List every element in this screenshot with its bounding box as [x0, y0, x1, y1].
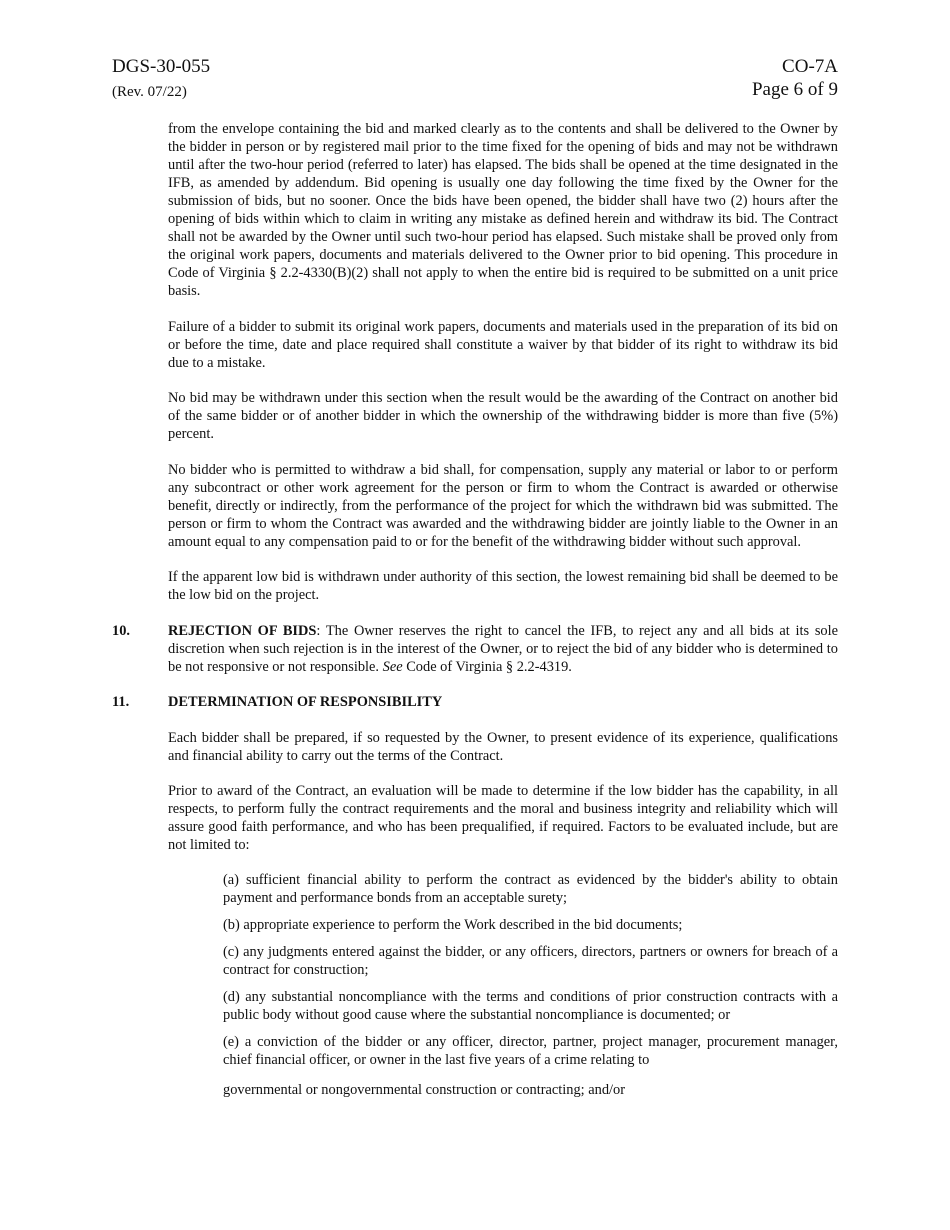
list-item: governmental or nongovernmental construction or contracting; and/or [223, 1082, 626, 1098]
citation: Code of Virginia § 2.2-4319. [402, 658, 572, 675]
section-rejection-of-bids [112, 622, 838, 676]
section-title: DETERMINATION OF RESPONSIBILITY [168, 694, 443, 710]
section-number: 11. [112, 694, 130, 710]
header-right [752, 56, 838, 102]
section-determination-of-responsibility [112, 693, 838, 711]
list-item: (b) appropriate experience to perform the Work described in the bid documents; [223, 917, 683, 933]
paragraph-compensation: No bidder who is permitted to withdraw a bid shall, for compensation, supply any material or labor to or perform any subcontract or other work agreement for the person or firm to whom the Contract is awarded or otherwise benefit, directly or indirectly, from the performance of the project for which the withdrawn bid was submitted. The person or firm to whom the Contract was awarded and the withdrawing bidder are jointly liable to the Owner in an amount equal to any compensation paid to or for the benefit of the withdrawing bidder without such approval. [168, 461, 838, 550]
list-item: (d) any substantial noncompliance with the terms and conditions of prior construction contracts with a public body without good cause where the substantial noncompliance is documented; or [223, 989, 838, 1023]
document-body [112, 120, 838, 1099]
section-body-text: : The Owner reserves the right to cancel the IFB, to reject any and all bids at its sole discretion when such rejection is in the interest of the Owner, or to reject the bid of any bidder who is determined to be not responsive or not responsible. [168, 622, 838, 675]
paragraph-low-bid: If the apparent low bid is withdrawn under authority of this section, the lowest remaining bid shall be deemed to be the low bid on the project. [168, 569, 838, 603]
list-item: (c) any judgments entered against the bidder, or any officers, directors, partners or owners for breach of a contract for construction; [223, 944, 838, 978]
see-label: See [382, 658, 403, 675]
form-id: CO-7A [782, 56, 838, 77]
factors-list [223, 871, 838, 1099]
doc-id: DGS-30-055 [112, 56, 211, 77]
paragraph-evidence: Each bidder shall be prepared, if so requested by the Owner, to present evidence of its experience, qualifications and financial ability to carry out the terms of the Contract. [168, 729, 838, 764]
paragraph-evaluation: Prior to award of the Contract, an evaluation will be made to determine if the low bidder has the capability, in all respects, to perform fully the contract requirements and the moral and business integrity and reliability which will assure good faith performance, and who has been prequalified, if required. Factors to be evaluated include, but are not limited to: [168, 783, 838, 853]
list-item: (a) sufficient financial ability to perform the contract as evidenced by the bidder's ability to obtain payment and performance bonds from an acceptable surety; [223, 872, 838, 906]
paragraph-no-withdrawal: No bid may be withdrawn under this section when the result would be the awarding of the Contract on another bid of the same bidder or of another bidder in which the ownership of the withdrawing bidder is more than five (5%) percent. [168, 390, 838, 442]
section-title: REJECTION OF BIDS [168, 622, 317, 639]
paragraph-waiver: Failure of a bidder to submit its original work papers, documents and materials used in the preparation of its bid on or before the time, date and place required shall constitute a waiver by that bidder of its right to withdraw its bid due to a mistake. [168, 318, 838, 371]
section-number: 10. [112, 622, 130, 639]
paragraph-bid-withdrawal: from the envelope containing the bid and marked clearly as to the contents and shall be delivered to the Owner by the bidder in person or by registered mail prior to the time fixed for the opening of bids and may not be withdrawn until after the two-hour period (referred to later) has elapsed. The bids shall be opened at the time designated in the IFB, as amended by addendum. Bid opening is usually one day following the time fixed by the Owner for the submission of bids, but no sooner. Once the bids have been opened, the bidder shall have two (2) hours after the opening of bids within which to claim in writing any mistake as defined herein and withdraw its bid. The Contract shall not be awarded by the Owner until such two-hour period has elapsed. Such mistake shall be proved only from the original work papers, documents and materials delivered to the Owner prior to bid opening. This procedure in Code of Virginia § 2.2-4330(B)(2) shall not apply to when the entire bid is required to be submitted on a unit price basis. [168, 121, 838, 299]
revision-date: (Rev. 07/22) [112, 83, 187, 100]
header-left [112, 56, 210, 101]
list-item: (e) a conviction of the bidder or any officer, director, partner, project manager, procurement manager, chief financial officer, or owner in the last five years of a crime relating to [223, 1034, 838, 1068]
page-number: Page 6 of 9 [751, 78, 838, 100]
section-text [168, 622, 838, 676]
